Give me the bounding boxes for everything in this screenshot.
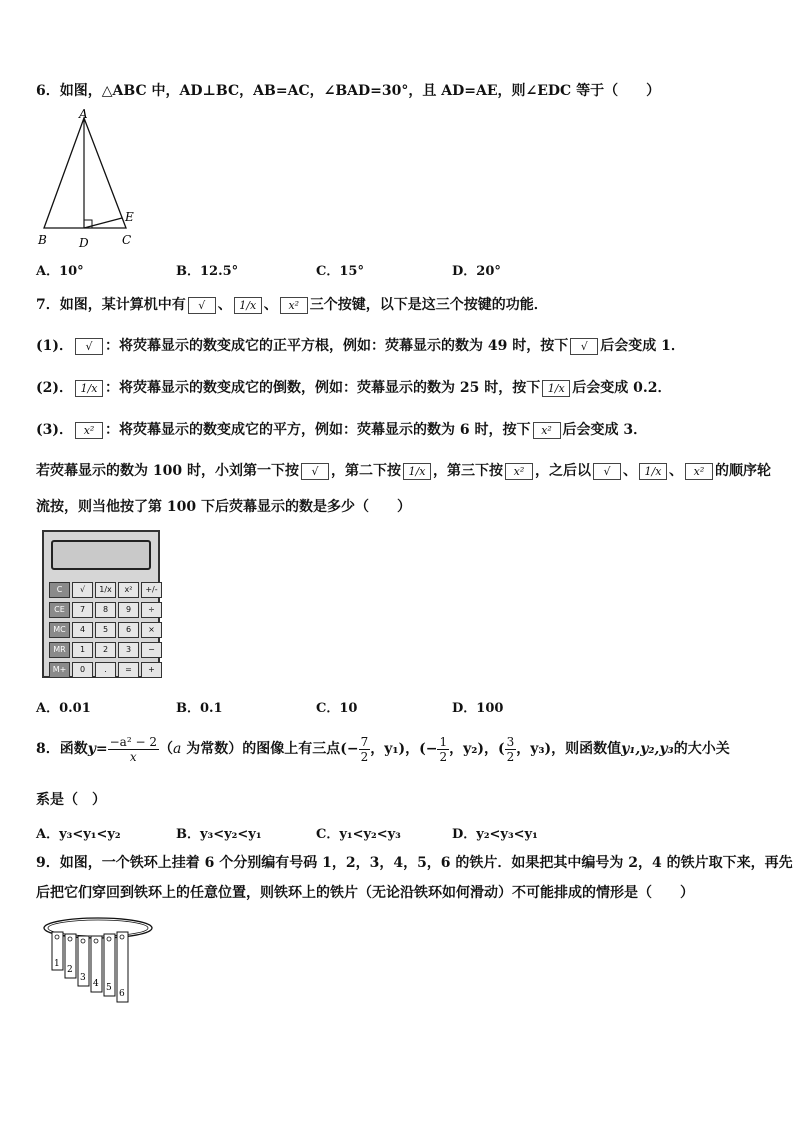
square-key: x² bbox=[75, 422, 103, 439]
q7-option-b[interactable]: B．0.1 bbox=[176, 701, 223, 716]
q7-option-a[interactable]: A．0.01 bbox=[36, 701, 91, 716]
reciprocal-key: 1/x bbox=[403, 463, 431, 480]
svg-text:2: 2 bbox=[67, 965, 73, 975]
q9-line2: 后把它们穿回到铁环上的任意位置，则铁环上的铁片（无论沿铁环如何滑动）不可能排成的情形是（ ） bbox=[36, 885, 694, 901]
svg-text:5: 5 bbox=[106, 983, 112, 993]
sqrt-key: √ bbox=[301, 463, 329, 480]
calculator-figure bbox=[42, 530, 160, 678]
q6-option-b[interactable]: B．12.5° bbox=[176, 264, 239, 279]
calc-key-plus: + bbox=[141, 662, 162, 678]
reciprocal-key: 1/x bbox=[75, 380, 103, 397]
svg-text:3: 3 bbox=[80, 973, 86, 983]
label-a: A bbox=[79, 108, 88, 121]
calc-key-4: 4 bbox=[72, 622, 93, 638]
square-key: x² bbox=[280, 297, 308, 314]
q7-paragraph-line1: 若荧幕显示的数为 100 时，小刘第一下按 √ ，第二下按 1/x ，第三下按 x² ，之后以 √ 、 1/x 、 x² 的顺序轮 bbox=[36, 463, 771, 479]
calc-key-divide: ÷ bbox=[141, 602, 162, 618]
q8-option-b[interactable]: B．y₃<y₂<y₁ bbox=[176, 827, 262, 842]
q7-item-2: (2)． 1/x ：将荧幕显示的数变成它的倒数，例如：荧幕显示的数为 25 时，按下 1/x 后会变成 0.2． bbox=[36, 380, 672, 396]
q7-intro: 7．如图，某计算机中有 √ 、 1/x 、 x² 三个按键，以下是这三个按键的功能． bbox=[36, 297, 548, 313]
q8-line1: 8．函数y= $\frac{\text{−a² − 2}}{x}$ （a 为常数）的图像上有三点(− $\frac{7}{2}$ ，y₁)，(− $\frac{1}{2}$ ，y₂)，( $\frac{3}{2}$ ，y₃)，则函数值y₁,y₂,y₃的大小关 bbox=[36, 734, 730, 764]
q7-paragraph-line2: 流按，则当他按了第 100 下后荧幕显示的数是多少（ ） bbox=[36, 499, 411, 515]
calc-key-6: 6 bbox=[118, 622, 139, 638]
svg-text:1: 1 bbox=[54, 959, 60, 969]
q8-option-a[interactable]: A．y₃<y₁<y₂ bbox=[36, 827, 121, 842]
sqrt-key: √ bbox=[593, 463, 621, 480]
square-key: x² bbox=[505, 463, 533, 480]
calc-key-sign: +/- bbox=[141, 582, 162, 598]
square-key: x² bbox=[685, 463, 713, 480]
calculator-screen bbox=[51, 540, 151, 570]
calc-key-dot: . bbox=[95, 662, 116, 678]
q6-text: 6．如图，△ABC 中，AD⊥BC，AB=AC，∠BAD=30°，且 AD=AE，则∠EDC 等于（ ） bbox=[36, 83, 661, 99]
calc-key-9: 9 bbox=[118, 602, 139, 618]
q7-item-1: (1)． √ ：将荧幕显示的数变成它的正平方根，例如：荧幕显示的数为 49 时，按下 √ 后会变成 1． bbox=[36, 338, 685, 354]
sqrt-key: √ bbox=[570, 338, 598, 355]
reciprocal-key: 1/x bbox=[639, 463, 667, 480]
label-b: B bbox=[38, 233, 47, 247]
q6-triangle-figure bbox=[34, 108, 140, 252]
calc-key-1: 1 bbox=[72, 642, 93, 658]
calc-key-equals: = bbox=[118, 662, 139, 678]
calc-key-ce: CE bbox=[49, 602, 70, 618]
calc-key-m-plus: M+ bbox=[49, 662, 70, 678]
calc-key-3: 3 bbox=[118, 642, 139, 658]
q8-option-d[interactable]: D．y₂<y₃<y₁ bbox=[452, 827, 538, 842]
square-key: x² bbox=[533, 422, 561, 439]
q8-option-c[interactable]: C．y₁<y₂<y₃ bbox=[316, 827, 401, 842]
calc-key-8: 8 bbox=[95, 602, 116, 618]
calc-key-mr: MR bbox=[49, 642, 70, 658]
label-c: C bbox=[122, 233, 132, 247]
sqrt-key: √ bbox=[188, 297, 216, 314]
iron-ring-figure bbox=[40, 910, 160, 1006]
calc-key-7: 7 bbox=[72, 602, 93, 618]
calc-key-minus: − bbox=[141, 642, 162, 658]
q8-function-fraction: $\frac{\text{−a² − 2}}{x}$ bbox=[109, 734, 157, 764]
label-d: D bbox=[79, 236, 89, 250]
sqrt-key: √ bbox=[75, 338, 103, 355]
calc-key-5: 5 bbox=[95, 622, 116, 638]
reciprocal-key: 1/x bbox=[542, 380, 570, 397]
calc-key-sqrt: √ bbox=[72, 582, 93, 598]
calc-key-mc: MC bbox=[49, 622, 70, 638]
q9-line1: 9．如图，一个铁环上挂着 6 个分别编有号码 1，2，3，4，5，6 的铁片．如果把其中编号为 2，4 的铁片取下来，再先 bbox=[36, 855, 793, 871]
label-e: E bbox=[125, 210, 134, 224]
q7-option-d[interactable]: D．100 bbox=[452, 701, 504, 716]
reciprocal-key: 1/x bbox=[234, 297, 262, 314]
q6-option-c[interactable]: C．15° bbox=[316, 264, 364, 279]
q6-option-d[interactable]: D．20° bbox=[452, 264, 501, 279]
q8-line2: 系是（ ） bbox=[36, 792, 106, 808]
calc-key-square: x² bbox=[118, 582, 139, 598]
calc-key-multiply: × bbox=[141, 622, 162, 638]
calc-key-2: 2 bbox=[95, 642, 116, 658]
q6-option-a[interactable]: A．10° bbox=[36, 264, 84, 279]
q7-option-c[interactable]: C．10 bbox=[316, 701, 358, 716]
svg-text:6: 6 bbox=[119, 989, 125, 999]
q7-item-3: (3)． x² ：将荧幕显示的数变成它的平方，例如：荧幕显示的数为 6 时，按下 x² 后会变成 3． bbox=[36, 422, 648, 438]
calc-key-c: C bbox=[49, 582, 70, 598]
svg-text:4: 4 bbox=[93, 979, 99, 989]
calc-key-0: 0 bbox=[72, 662, 93, 678]
calc-key-reciprocal: 1/x bbox=[95, 582, 116, 598]
